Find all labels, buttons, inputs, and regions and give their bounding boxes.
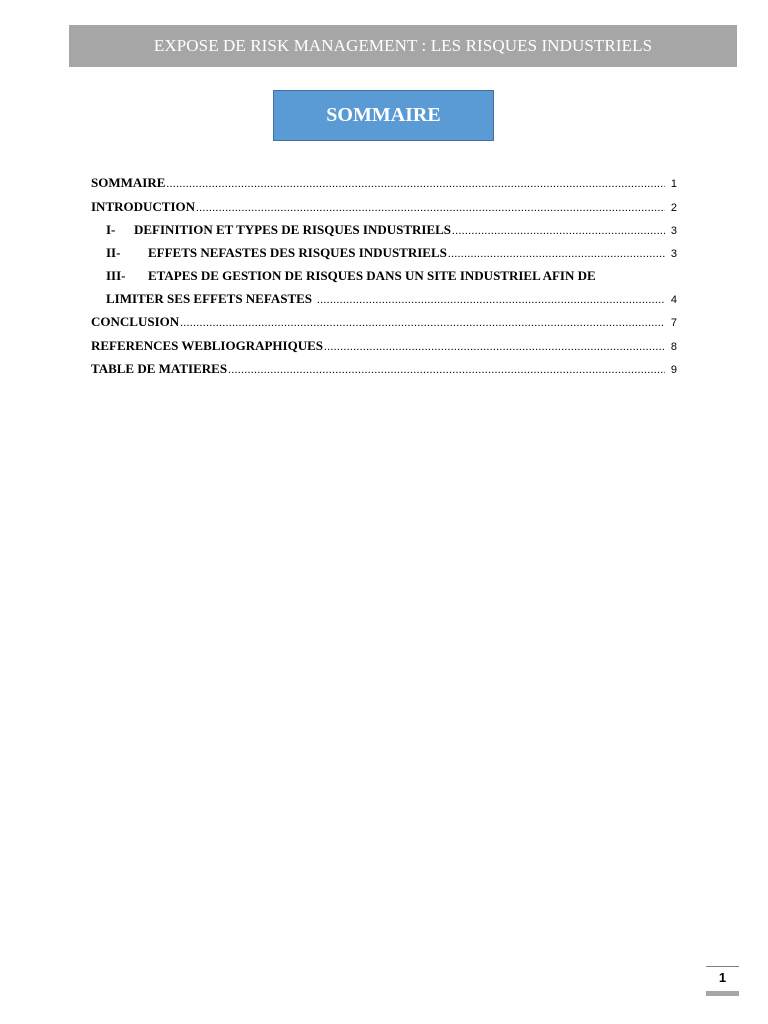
toc-leader xyxy=(448,248,665,260)
toc-entry-etapes[interactable] xyxy=(91,268,677,314)
toc-entry-sommaire[interactable] xyxy=(91,175,677,199)
toc-leader xyxy=(166,178,665,190)
toc-entry-definition[interactable] xyxy=(91,222,677,245)
toc-leader xyxy=(324,341,665,353)
toc-entry-page: 1 xyxy=(670,178,677,190)
toc-entry-label: INTRODUCTION xyxy=(91,198,196,214)
toc-entry-label: CONCLUSION xyxy=(91,314,180,329)
header-title: EXPOSE DE RISK MANAGEMENT : LES RISQUES INDUSTRIELS xyxy=(153,36,653,55)
toc-entry-label: DEFINITION ET TYPES DE RISQUES INDUSTRIELS xyxy=(134,222,452,237)
toc-entry-page: 4 xyxy=(670,294,677,306)
toc-entry-label: EFFETS NEFASTES DES RISQUES INDUSTRIELS xyxy=(148,245,447,260)
toc-entry-number: III- xyxy=(106,268,126,283)
toc-entry-number: II- xyxy=(106,245,121,260)
toc-entry-label: TABLE DE MATIERES xyxy=(91,361,228,376)
toc-leader xyxy=(196,202,665,214)
toc-entry-effets[interactable] xyxy=(91,245,677,268)
toc-entry-table-matieres[interactable] xyxy=(91,361,677,385)
toc-entry-label: ETAPES DE GESTION DE RISQUES DANS UN SITE INDUSTRIEL AFIN DE xyxy=(148,268,596,283)
document-header xyxy=(69,25,737,67)
toc-entry-conclusion[interactable] xyxy=(91,314,677,338)
summary-title-box xyxy=(273,90,494,141)
toc-entry-page: 3 xyxy=(670,248,677,260)
toc-entry-page: 9 xyxy=(670,364,677,376)
toc-entry-page: 7 xyxy=(670,317,677,329)
toc-entry-label-continued: LIMITER SES EFFETS NEFASTES xyxy=(106,291,313,306)
summary-title: SOMMAIRE xyxy=(326,104,441,126)
toc-entry-introduction[interactable] xyxy=(91,199,677,223)
toc-entry-references[interactable] xyxy=(91,338,677,362)
toc-entry-label: SOMMAIRE xyxy=(91,175,166,190)
toc-entry-page: 3 xyxy=(670,225,677,237)
toc-entry-page: 2 xyxy=(670,201,677,214)
toc-entry-label: REFERENCES WEBLIOGRAPHIQUES xyxy=(91,337,324,353)
table-of-contents xyxy=(91,175,677,385)
toc-leader xyxy=(452,225,665,237)
toc-leader xyxy=(228,364,665,376)
toc-leader xyxy=(180,317,665,329)
footer-bar xyxy=(706,991,739,996)
toc-entry-page: 8 xyxy=(670,340,677,353)
toc-entry-number: I- xyxy=(106,222,116,237)
toc-leader xyxy=(317,294,665,306)
page-number: 1 xyxy=(718,970,727,985)
footer-divider xyxy=(706,966,739,967)
